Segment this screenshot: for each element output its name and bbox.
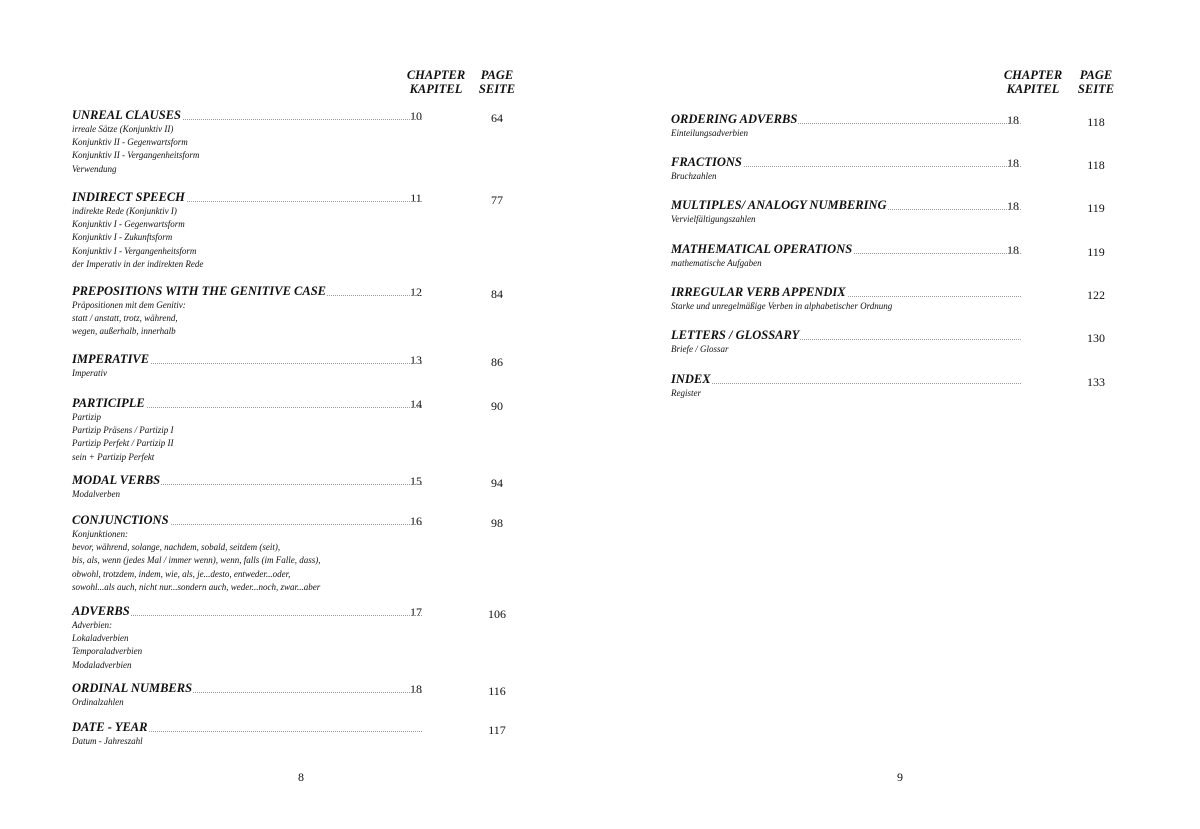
toc-entry xyxy=(72,681,532,709)
toc-entry-subtopics xyxy=(72,411,532,464)
toc-entry xyxy=(72,513,532,594)
toc-entry-title-row xyxy=(72,352,532,367)
toc-subtopic-line: bis, als, wenn (jedes Mal / immer wenn), wenn, falls (im Falle, dass), xyxy=(72,555,321,566)
toc-subtopic-line: Datum - Jahreszahl xyxy=(72,736,143,746)
page-number[interactable]: 84 xyxy=(491,287,503,301)
page-number[interactable]: 122 xyxy=(1087,288,1105,302)
toc-entry-subtopics xyxy=(671,387,1131,400)
toc-subtopic-line: Präpositionen mit dem Genitiv: xyxy=(72,300,186,310)
toc-subtopic-line: Modaladverbien xyxy=(72,659,132,670)
chapter-number: 13 xyxy=(410,353,422,367)
toc-subtopic-line: Adverbien: xyxy=(72,620,112,630)
toc-entry-subtopics xyxy=(671,127,1131,140)
toc-entry-title-row xyxy=(72,108,532,123)
chapter-header-line: CHAPTER xyxy=(406,68,466,82)
toc-entry-title[interactable]: INDIRECT SPEECH xyxy=(72,190,185,204)
page-number[interactable]: 130 xyxy=(1087,331,1105,345)
chapter-header-line: CHAPTER xyxy=(1003,68,1063,82)
toc-subtopic-line: statt / anstatt, trotz, während, xyxy=(72,313,178,324)
toc-entry-title[interactable]: MODAL VERBS xyxy=(72,473,161,487)
page-folio-number: 9 xyxy=(897,770,903,784)
page-number[interactable]: 116 xyxy=(488,684,506,698)
toc-entry-subtopics xyxy=(671,300,1131,313)
toc-entry-subtopics xyxy=(72,488,532,501)
toc-entry-title[interactable]: IRREGULAR VERB APPENDIX xyxy=(671,285,846,299)
page-number[interactable]: 117 xyxy=(488,723,506,737)
toc-entry xyxy=(671,112,1131,140)
toc-entry-title[interactable]: ORDERING ADVERBS xyxy=(671,112,798,126)
toc-subtopic-line: indirekte Rede (Konjunktiv I) xyxy=(72,206,177,216)
page-header-line: SEITE xyxy=(478,81,516,96)
chapter-number: 18 xyxy=(1007,199,1019,213)
toc-subtopic-line: Bruchzahlen xyxy=(671,171,717,181)
toc-entry-title[interactable]: PARTICIPLE xyxy=(72,396,145,410)
toc-subtopic-line: Konjunktionen: xyxy=(72,529,128,539)
toc-entry xyxy=(671,155,1131,183)
toc-subtopic-line: Imperativ xyxy=(72,368,107,378)
toc-entry xyxy=(72,284,532,339)
chapter-header-line: KAPITEL xyxy=(1006,81,1060,96)
toc-entry-title-row xyxy=(671,155,1131,170)
toc-subtopic-line: Starke und unregelmäßige Verben in alphabetischer Ordnung xyxy=(671,301,893,311)
toc-subtopic-line: Modalverben xyxy=(72,489,120,499)
toc-entry-title[interactable]: MULTIPLES/ ANALOGY NUMBERING xyxy=(671,198,887,212)
toc-entry-title[interactable]: MATHEMATICAL OPERATIONS xyxy=(671,242,853,256)
toc-entry-subtopics xyxy=(72,528,532,594)
chapter-number: 11 xyxy=(410,191,422,205)
toc-entry-title[interactable]: FRACTIONS xyxy=(671,155,742,169)
toc-entry xyxy=(72,396,532,464)
toc-entry xyxy=(671,285,1131,313)
toc-entry-subtopics xyxy=(72,123,532,176)
page-number[interactable]: 86 xyxy=(491,355,503,369)
chapter-number: 18 xyxy=(1007,243,1019,257)
toc-entry xyxy=(72,720,532,748)
toc-entry-subtopics xyxy=(671,257,1131,270)
toc-entry-title-row xyxy=(72,284,532,299)
toc-entry-title-row xyxy=(671,198,1131,213)
toc-entry-title[interactable]: DATE - YEAR xyxy=(72,720,148,734)
toc-entry-title-row xyxy=(72,190,532,205)
toc-subtopic-line: Partizip xyxy=(72,412,102,422)
toc-entry-title-row xyxy=(671,372,1131,387)
page-number[interactable]: 98 xyxy=(491,516,503,530)
page-number[interactable]: 94 xyxy=(491,476,503,490)
toc-entry xyxy=(72,108,532,176)
toc-entry-title-row xyxy=(72,604,532,619)
toc-entry-title-row xyxy=(671,242,1131,257)
chapter-number: 18 xyxy=(1007,156,1019,170)
page-header-line: PAGE xyxy=(480,68,514,82)
toc-subtopic-line: Ordinalzahlen xyxy=(72,697,124,707)
page-number[interactable]: 64 xyxy=(491,111,503,125)
toc-entry-subtopics xyxy=(72,299,532,339)
toc-entry-title-row xyxy=(72,513,532,528)
toc-entry-title-row xyxy=(72,720,532,735)
toc-subtopic-line: mathematische Aufgaben xyxy=(671,258,762,268)
toc-entry-subtopics xyxy=(671,343,1131,356)
page-number[interactable]: 118 xyxy=(1087,115,1105,129)
toc-entry xyxy=(72,473,532,501)
toc-subtopic-line: Konjunktiv I - Zukunftsform xyxy=(72,232,173,243)
toc-entry-title-row xyxy=(72,473,532,488)
toc-subtopic-line: Vervielfältigungszahlen xyxy=(671,214,756,224)
toc-entry xyxy=(72,190,532,271)
chapter-number: 14 xyxy=(410,397,422,411)
toc-subtopic-line: sowohl...als auch, nicht nur...sondern auch, weder...noch, zwar...aber xyxy=(72,581,321,592)
toc-subtopic-line: Temporaladverbien xyxy=(72,646,143,657)
toc-entry-title[interactable]: IMPERATIVE xyxy=(72,352,150,366)
toc-subtopic-line: Konjunktiv II - Gegenwartsform xyxy=(72,137,188,148)
page-number[interactable]: 119 xyxy=(1087,201,1105,215)
toc-entry-subtopics xyxy=(72,205,532,271)
chapter-number: 17 xyxy=(410,605,422,619)
toc-subtopic-line: Briefe / Glossar xyxy=(671,344,729,354)
toc-entry xyxy=(671,372,1131,400)
dot-leader xyxy=(671,383,1021,384)
page-folio-number: 8 xyxy=(298,770,304,784)
page-number[interactable]: 119 xyxy=(1087,245,1105,259)
page-header-line: SEITE xyxy=(1077,81,1115,96)
toc-entry-title[interactable]: ADVERBS xyxy=(72,604,130,618)
toc-entry-title[interactable]: INDEX xyxy=(671,372,711,386)
toc-subtopic-line: Konjunktiv I - Vergangenheitsform xyxy=(72,245,197,256)
toc-entry-title-row xyxy=(72,681,532,696)
toc-entry-subtopics xyxy=(671,170,1131,183)
chapter-number: 16 xyxy=(410,514,422,528)
toc-subtopic-line: Verwendung xyxy=(72,163,117,174)
toc-entry-title[interactable]: UNREAL CLAUSES xyxy=(72,108,181,122)
toc-subtopic-line: Konjunktiv II - Vergangenheitsform xyxy=(72,150,200,161)
toc-entry-title-row xyxy=(671,112,1131,127)
toc-entry-title-row xyxy=(671,328,1131,343)
toc-subtopic-line: der Imperativ in der indirekten Rede xyxy=(72,258,204,269)
toc-entry xyxy=(72,352,532,380)
page-column-header xyxy=(452,69,542,96)
page-number[interactable]: 133 xyxy=(1087,375,1105,389)
toc-entry-title[interactable]: LETTERS / GLOSSARY xyxy=(671,328,800,342)
toc-subtopic-line: sein + Partizip Perfekt xyxy=(72,451,155,462)
chapter-number: 10 xyxy=(410,109,422,123)
page-number[interactable]: 90 xyxy=(491,399,503,413)
toc-subtopic-line: bevor, während, solange, nachdem, sobald, seitdem (seit), xyxy=(72,542,281,553)
toc-entry-title[interactable]: PREPOSITIONS WITH THE GENITIVE CASE xyxy=(72,284,326,298)
toc-entry-title-row xyxy=(72,396,532,411)
toc-entry-title[interactable]: CONJUNCTIONS xyxy=(72,513,169,527)
toc-subtopic-line: Partizip Perfekt / Partizip II xyxy=(72,438,174,449)
toc-entry xyxy=(671,242,1131,270)
toc-subtopic-line: obwohl, trotzdem, indem, wie, als, je...desto, entweder...oder, xyxy=(72,568,291,579)
toc-entry-title[interactable]: ORDINAL NUMBERS xyxy=(72,681,193,695)
toc-entry-subtopics xyxy=(72,735,532,748)
toc-entry xyxy=(671,198,1131,226)
page-number[interactable]: 118 xyxy=(1087,158,1105,172)
toc-subtopic-line: wegen, außerhalb, innerhalb xyxy=(72,326,176,337)
toc-entry xyxy=(671,328,1131,356)
toc-subtopic-line: irreale Sätze (Konjunktiv II) xyxy=(72,124,174,134)
page-header-line: PAGE xyxy=(1079,68,1113,82)
chapter-number: 15 xyxy=(410,474,422,488)
page-number[interactable]: 77 xyxy=(491,193,503,207)
toc-subtopic-line: Partizip Präsens / Partizip I xyxy=(72,425,174,436)
toc-entry-subtopics xyxy=(671,213,1131,226)
chapter-header-line: KAPITEL xyxy=(409,81,463,96)
toc-entry-subtopics xyxy=(72,367,532,380)
chapter-number: 12 xyxy=(410,285,422,299)
page-column-header xyxy=(1051,69,1141,96)
toc-subtopic-line: Lokaladverbien xyxy=(72,633,129,644)
toc-entry-title-row xyxy=(671,285,1131,300)
page-number[interactable]: 106 xyxy=(488,607,506,621)
toc-entry-subtopics xyxy=(72,619,532,672)
toc-subtopic-line: Konjunktiv I - Gegenwartsform xyxy=(72,219,185,230)
toc-entry-subtopics xyxy=(72,696,532,709)
right-page xyxy=(600,0,1200,829)
chapter-number: 18 xyxy=(410,682,422,696)
toc-subtopic-line: Register xyxy=(671,388,701,398)
toc-entry xyxy=(72,604,532,672)
toc-subtopic-line: Einteilungsadverbien xyxy=(671,128,748,138)
chapter-number: 18 xyxy=(1007,113,1019,127)
